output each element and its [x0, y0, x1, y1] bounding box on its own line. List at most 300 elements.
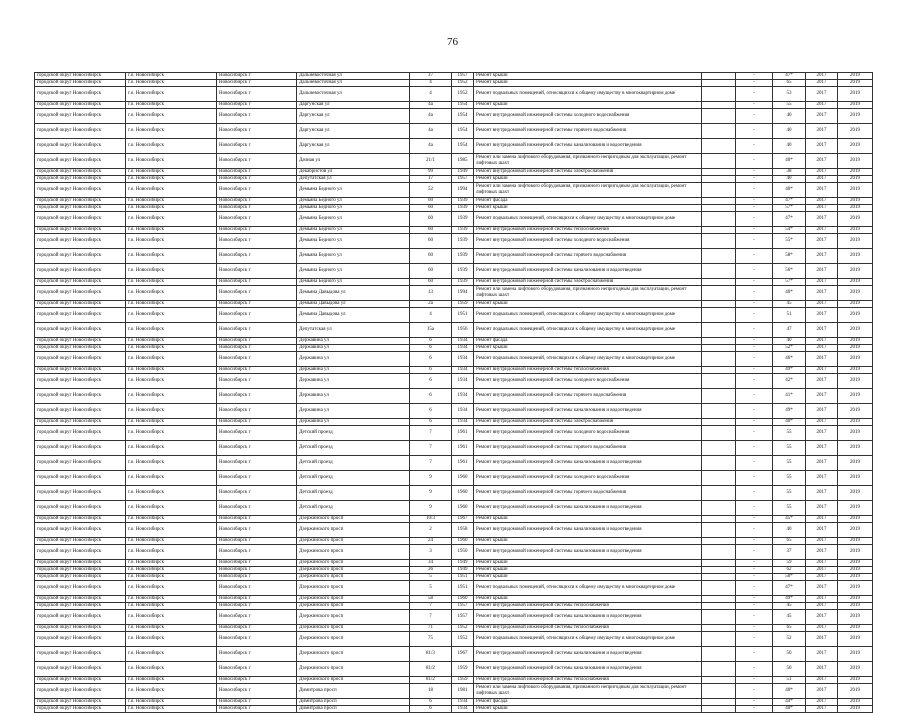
street-cell: Демьяна Бедного ул — [297, 183, 410, 198]
end-year-cell: 2019 — [838, 471, 873, 486]
table-row — [35, 345, 873, 352]
settlement-cell: г.о. Новосибирск — [126, 308, 217, 323]
settlement-cell: г.о. Новосибирск — [126, 102, 217, 109]
start-year-cell: 2017 — [806, 279, 838, 286]
table-row — [35, 574, 873, 581]
cost-cell: 46* — [773, 352, 806, 367]
street-cell: Дзержинского просп — [297, 610, 410, 625]
city-cell: Новосибирск г — [217, 109, 297, 124]
street-cell: Демьяна Бедного ул — [297, 227, 410, 234]
empty-cell — [702, 352, 736, 367]
settlement-cell: г.о. Новосибирск — [126, 73, 217, 80]
settlement-cell: г.о. Новосибирск — [126, 647, 217, 662]
empty-cell — [702, 684, 736, 699]
dash-cell: - — [736, 581, 773, 596]
empty-cell — [702, 603, 736, 610]
work-type-cell: Ремонт подвальных помещений, относящихся к общему имуществу в многоквартирном доме — [474, 632, 702, 647]
empty-cell — [702, 264, 736, 279]
municipality-cell: городской округ Новосибирск — [35, 684, 126, 699]
end-year-cell: 2019 — [838, 367, 873, 374]
house-number-cell: 7 — [410, 441, 452, 456]
year-cell: 1961 — [452, 426, 474, 441]
city-cell: Новосибирск г — [217, 212, 297, 227]
empty-cell — [702, 419, 736, 426]
work-type-cell: Ремонт внутридомовой инженерной системы теплоснабжения — [474, 367, 702, 374]
municipality-cell: городской округ Новосибирск — [35, 73, 126, 80]
dash-cell: - — [736, 662, 773, 677]
cost-cell: 55 — [773, 456, 806, 471]
cost-cell: 40 — [773, 176, 806, 183]
settlement-cell: г.о. Новосибирск — [126, 574, 217, 581]
empty-cell — [702, 87, 736, 102]
street-cell: Державина ул — [297, 338, 410, 345]
work-type-cell: Ремонт внутридомовой инженерной системы горячего водоснабжения — [474, 249, 702, 264]
street-cell: Демьяна Бедного ул — [297, 212, 410, 227]
settlement-cell: г.о. Новосибирск — [126, 286, 217, 301]
dash-cell: - — [736, 169, 773, 176]
table-row — [35, 389, 873, 404]
work-type-cell: Ремонт крыши — [474, 102, 702, 109]
cost-cell: 45* — [773, 516, 806, 523]
city-cell: Новосибирск г — [217, 227, 297, 234]
dash-cell: - — [736, 374, 773, 389]
empty-cell — [702, 249, 736, 264]
city-cell: Новосибирск г — [217, 560, 297, 567]
work-type-cell: Ремонт фасада — [474, 198, 702, 205]
work-type-cell: Ремонт внутридомовой инженерной системы канализования и водоотведения — [474, 139, 702, 154]
city-cell: Новосибирск г — [217, 441, 297, 456]
start-year-cell: 2017 — [806, 538, 838, 545]
municipality-cell: городской округ Новосибирск — [35, 286, 126, 301]
table-row — [35, 596, 873, 603]
year-cell: 1949 — [452, 567, 474, 574]
empty-cell — [702, 73, 736, 80]
settlement-cell: г.о. Новосибирск — [126, 323, 217, 338]
end-year-cell: 2019 — [838, 404, 873, 419]
year-cell: 1934 — [452, 345, 474, 352]
city-cell: Новосибирск г — [217, 419, 297, 426]
house-number-cell: 18 — [410, 684, 452, 699]
street-cell: Димитрова просп — [297, 699, 410, 706]
work-type-cell: Ремонт внутридомовой инженерной системы канализования и водоотведения — [474, 523, 702, 538]
work-type-cell: Ремонт крыши — [474, 538, 702, 545]
dash-cell: - — [736, 471, 773, 486]
street-cell: Дзержинского просп — [297, 625, 410, 632]
municipality-cell: городской округ Новосибирск — [35, 596, 126, 603]
table-row — [35, 625, 873, 632]
start-year-cell: 2017 — [806, 286, 838, 301]
empty-cell — [702, 286, 736, 301]
city-cell: Новосибирск г — [217, 73, 297, 80]
city-cell: Новосибирск г — [217, 677, 297, 684]
table-row — [35, 279, 873, 286]
start-year-cell: 2017 — [806, 338, 838, 345]
city-cell: Новосибирск г — [217, 456, 297, 471]
municipality-cell: городской округ Новосибирск — [35, 352, 126, 367]
work-type-cell: Ремонт внутридомовой инженерной системы канализования и водоотведения — [474, 610, 702, 625]
table-row — [35, 227, 873, 234]
settlement-cell: г.о. Новосибирск — [126, 169, 217, 176]
settlement-cell: г.о. Новосибирск — [126, 581, 217, 596]
street-cell: Детский проезд — [297, 441, 410, 456]
city-cell: Новосибирск г — [217, 374, 297, 389]
house-number-cell: 60 — [410, 279, 452, 286]
dash-cell: - — [736, 610, 773, 625]
municipality-cell: городской округ Новосибирск — [35, 301, 126, 308]
start-year-cell: 2017 — [806, 323, 838, 338]
city-cell: Новосибирск г — [217, 404, 297, 419]
cost-cell: 55 — [773, 471, 806, 486]
municipality-cell: городской округ Новосибирск — [35, 279, 126, 286]
table-row — [35, 441, 873, 456]
table-row — [35, 198, 873, 205]
end-year-cell: 2019 — [838, 625, 873, 632]
end-year-cell: 2019 — [838, 567, 873, 574]
house-number-cell: 13 — [410, 286, 452, 301]
dash-cell: - — [736, 234, 773, 249]
cost-cell: 62 — [773, 567, 806, 574]
municipality-cell: городской округ Новосибирск — [35, 227, 126, 234]
house-number-cell: 81/2 — [410, 662, 452, 677]
house-number-cell: 7 — [410, 456, 452, 471]
empty-cell — [702, 523, 736, 538]
settlement-cell: г.о. Новосибирск — [126, 426, 217, 441]
city-cell: Новосибирск г — [217, 264, 297, 279]
settlement-cell: г.о. Новосибирск — [126, 80, 217, 87]
end-year-cell: 2019 — [838, 632, 873, 647]
cost-cell: 40* — [773, 419, 806, 426]
table-row — [35, 139, 873, 154]
start-year-cell: 2017 — [806, 560, 838, 567]
work-type-cell: Ремонт фасада — [474, 338, 702, 345]
municipality-cell: городской округ Новосибирск — [35, 647, 126, 662]
municipality-cell: городской округ Новосибирск — [35, 338, 126, 345]
city-cell: Новосибирск г — [217, 426, 297, 441]
year-cell: 1957 — [452, 176, 474, 183]
cost-cell: 59 — [773, 560, 806, 567]
start-year-cell: 2017 — [806, 545, 838, 560]
dash-cell: - — [736, 198, 773, 205]
dash-cell: - — [736, 632, 773, 647]
year-cell: 1981 — [452, 684, 474, 699]
settlement-cell: г.о. Новосибирск — [126, 610, 217, 625]
empty-cell — [702, 345, 736, 352]
settlement-cell: г.о. Новосибирск — [126, 139, 217, 154]
dash-cell: - — [736, 486, 773, 501]
house-number-cell: 81/2 — [410, 677, 452, 684]
cost-cell: 40 — [773, 523, 806, 538]
start-year-cell: 2017 — [806, 426, 838, 441]
end-year-cell: 2019 — [838, 501, 873, 516]
street-cell: Державина ул — [297, 419, 410, 426]
year-cell: 1960 — [452, 538, 474, 545]
end-year-cell: 2019 — [838, 699, 873, 706]
table-row — [35, 647, 873, 662]
year-cell: 1958 — [452, 523, 474, 538]
street-cell: Дзержинского просп — [297, 603, 410, 610]
dash-cell: - — [736, 154, 773, 169]
dash-cell: - — [736, 345, 773, 352]
house-number-cell: 17 — [410, 176, 452, 183]
house-number-cell: 6 — [410, 352, 452, 367]
year-cell: 1957 — [452, 610, 474, 625]
work-type-cell: Ремонт крыши — [474, 205, 702, 212]
municipality-cell: городской округ Новосибирск — [35, 234, 126, 249]
empty-cell — [702, 545, 736, 560]
work-type-cell: Ремонт внутридомовой инженерной системы холодного водоснабжения — [474, 426, 702, 441]
year-cell: 1960 — [452, 471, 474, 486]
city-cell: Новосибирск г — [217, 80, 297, 87]
work-type-cell: Ремонт или замена лифтового оборудования, признанного непригодным для эксплуатации, ремонт лифтовых шахт — [474, 286, 702, 301]
city-cell: Новосибирск г — [217, 603, 297, 610]
settlement-cell: г.о. Новосибирск — [126, 212, 217, 227]
municipality-cell: городской округ Новосибирск — [35, 456, 126, 471]
year-cell: 1952 — [452, 87, 474, 102]
municipality-cell: городской округ Новосибирск — [35, 471, 126, 486]
work-type-cell: Ремонт фасада — [474, 699, 702, 706]
year-cell: 1934 — [452, 404, 474, 419]
city-cell: Новосибирск г — [217, 501, 297, 516]
municipality-cell: городской округ Новосибирск — [35, 538, 126, 545]
start-year-cell: 2017 — [806, 205, 838, 212]
end-year-cell: 2019 — [838, 154, 873, 169]
year-cell: 1950 — [452, 545, 474, 560]
work-type-cell: Ремонт внутридомовой инженерной системы канализования и водоотведения — [474, 501, 702, 516]
house-number-cell: 15а — [410, 323, 452, 338]
table-row — [35, 545, 873, 560]
settlement-cell: г.о. Новосибирск — [126, 227, 217, 234]
street-cell: Дзержинского просп — [297, 574, 410, 581]
municipality-cell: городской округ Новосибирск — [35, 603, 126, 610]
empty-cell — [702, 227, 736, 234]
settlement-cell: г.о. Новосибирск — [126, 567, 217, 574]
city-cell: Новосибирск г — [217, 389, 297, 404]
house-number-cell: 71 — [410, 625, 452, 632]
municipality-cell: городской округ Новосибирск — [35, 567, 126, 574]
table-row — [35, 523, 873, 538]
table-row — [35, 176, 873, 183]
year-cell: 1967 — [452, 647, 474, 662]
empty-cell — [702, 610, 736, 625]
street-cell: Димитрова просп — [297, 684, 410, 699]
year-cell: 1934 — [452, 352, 474, 367]
street-cell: Демьяна Давыдова ул — [297, 301, 410, 308]
year-cell: 1949 — [452, 169, 474, 176]
house-number-cell: 4 — [410, 308, 452, 323]
empty-cell — [702, 323, 736, 338]
dash-cell: - — [736, 124, 773, 139]
end-year-cell: 2019 — [838, 706, 873, 713]
city-cell: Новосибирск г — [217, 684, 297, 699]
house-number-cell: 99 — [410, 169, 452, 176]
house-number-cell: 7 — [410, 610, 452, 625]
table-row — [35, 632, 873, 647]
settlement-cell: г.о. Новосибирск — [126, 264, 217, 279]
cost-cell: 40 — [773, 124, 806, 139]
end-year-cell: 2019 — [838, 389, 873, 404]
cost-cell: 65 — [773, 80, 806, 87]
start-year-cell: 2017 — [806, 419, 838, 426]
street-cell: Демьяна Бедного ул — [297, 198, 410, 205]
work-type-cell: Ремонт или замена лифтового оборудования, признанного непригодным для эксплуатации, ремонт лифтовых шахт — [474, 684, 702, 699]
house-number-cell: 34 — [410, 560, 452, 567]
city-cell: Новосибирск г — [217, 323, 297, 338]
street-cell: Дзержинского просп — [297, 662, 410, 677]
settlement-cell: г.о. Новосибирск — [126, 249, 217, 264]
table-row — [35, 538, 873, 545]
house-number-cell: 21/1 — [410, 154, 452, 169]
municipality-cell: городской округ Новосибирск — [35, 581, 126, 596]
empty-cell — [702, 699, 736, 706]
city-cell: Новосибирск г — [217, 567, 297, 574]
empty-cell — [702, 212, 736, 227]
city-cell: Новосибирск г — [217, 308, 297, 323]
cost-cell: 40* — [773, 684, 806, 699]
city-cell: Новосибирск г — [217, 139, 297, 154]
start-year-cell: 2017 — [806, 574, 838, 581]
city-cell: Новосибирск г — [217, 124, 297, 139]
empty-cell — [702, 374, 736, 389]
year-cell: 1952 — [452, 632, 474, 647]
empty-cell — [702, 367, 736, 374]
start-year-cell: 2017 — [806, 441, 838, 456]
settlement-cell: г.о. Новосибирск — [126, 684, 217, 699]
municipality-cell: городской округ Новосибирск — [35, 176, 126, 183]
city-cell: Новосибирск г — [217, 367, 297, 374]
year-cell: 1985 — [452, 154, 474, 169]
end-year-cell: 2019 — [838, 139, 873, 154]
work-type-cell: Ремонт крыши — [474, 574, 702, 581]
table-row — [35, 234, 873, 249]
start-year-cell: 2017 — [806, 169, 838, 176]
street-cell: Депутатская ул — [297, 323, 410, 338]
empty-cell — [702, 538, 736, 545]
empty-cell — [702, 80, 736, 87]
house-number-cell: 9 — [410, 486, 452, 501]
capital-repair-table — [34, 72, 873, 713]
year-cell: 1934 — [452, 338, 474, 345]
end-year-cell: 2019 — [838, 545, 873, 560]
end-year-cell: 2019 — [838, 647, 873, 662]
street-cell: Дзержинского просп — [297, 647, 410, 662]
settlement-cell: г.о. Новосибирск — [126, 516, 217, 523]
end-year-cell: 2019 — [838, 212, 873, 227]
municipality-cell: городской округ Новосибирск — [35, 109, 126, 124]
end-year-cell: 2019 — [838, 264, 873, 279]
settlement-cell: г.о. Новосибирск — [126, 198, 217, 205]
year-cell: 1994 — [452, 286, 474, 301]
empty-cell — [702, 279, 736, 286]
municipality-cell: городской округ Новосибирск — [35, 367, 126, 374]
cost-cell: 37 — [773, 545, 806, 560]
municipality-cell: городской округ Новосибирск — [35, 249, 126, 264]
settlement-cell: г.о. Новосибирск — [126, 404, 217, 419]
house-number-cell: 6 — [410, 699, 452, 706]
dash-cell: - — [736, 212, 773, 227]
end-year-cell: 2019 — [838, 308, 873, 323]
house-number-cell: 37 — [410, 73, 452, 80]
empty-cell — [702, 516, 736, 523]
street-cell: Дзержинского просп — [297, 677, 410, 684]
end-year-cell: 2019 — [838, 574, 873, 581]
house-number-cell: 75 — [410, 632, 452, 647]
start-year-cell: 2017 — [806, 596, 838, 603]
municipality-cell: городской округ Новосибирск — [35, 80, 126, 87]
year-cell: 1954 — [452, 109, 474, 124]
empty-cell — [702, 404, 736, 419]
end-year-cell: 2019 — [838, 516, 873, 523]
house-number-cell: 60 — [410, 249, 452, 264]
year-cell: 1939 — [452, 264, 474, 279]
year-cell: 1994 — [452, 183, 474, 198]
dash-cell: - — [736, 516, 773, 523]
street-cell: Даргунская ул — [297, 109, 410, 124]
end-year-cell: 2019 — [838, 662, 873, 677]
dash-cell: - — [736, 73, 773, 80]
street-cell: Дзержинского просп — [297, 567, 410, 574]
city-cell: Новосибирск г — [217, 706, 297, 713]
work-type-cell: Ремонт крыши — [474, 560, 702, 567]
end-year-cell: 2019 — [838, 426, 873, 441]
work-type-cell: Ремонт внутридомовой инженерной системы канализования и водоотведения — [474, 545, 702, 560]
house-number-cell: 5 — [410, 574, 452, 581]
empty-cell — [702, 581, 736, 596]
year-cell: 1934 — [452, 389, 474, 404]
city-cell: Новосибирск г — [217, 486, 297, 501]
empty-cell — [702, 124, 736, 139]
street-cell: Державина ул — [297, 374, 410, 389]
house-number-cell: 6 — [410, 404, 452, 419]
settlement-cell: г.о. Новосибирск — [126, 109, 217, 124]
street-cell: Дзержинского просп — [297, 523, 410, 538]
work-type-cell: Ремонт подвальных помещений, относящихся к общему имуществу в многоквартирном доме — [474, 87, 702, 102]
year-cell: 1939 — [452, 227, 474, 234]
empty-cell — [702, 647, 736, 662]
settlement-cell: г.о. Новосибирск — [126, 471, 217, 486]
empty-cell — [702, 574, 736, 581]
street-cell: Дзержинского просп — [297, 538, 410, 545]
end-year-cell: 2019 — [838, 323, 873, 338]
cost-cell: 58* — [773, 249, 806, 264]
dash-cell: - — [736, 227, 773, 234]
start-year-cell: 2017 — [806, 706, 838, 713]
dash-cell: - — [736, 102, 773, 109]
city-cell: Новосибирск г — [217, 625, 297, 632]
city-cell: Новосибирск г — [217, 647, 297, 662]
house-number-cell: 36 — [410, 567, 452, 574]
dash-cell: - — [736, 352, 773, 367]
house-number-cell: 4а — [410, 102, 452, 109]
cost-cell: 49* — [773, 404, 806, 419]
end-year-cell: 2019 — [838, 523, 873, 538]
work-type-cell: Ремонт крыши — [474, 176, 702, 183]
house-number-cell: 60 — [410, 205, 452, 212]
street-cell: Демьяна Бедного ул — [297, 205, 410, 212]
year-cell: 1939 — [452, 212, 474, 227]
table-row — [35, 73, 873, 80]
start-year-cell: 2017 — [806, 501, 838, 516]
municipality-cell: городской округ Новосибирск — [35, 102, 126, 109]
city-cell: Новосибирск г — [217, 662, 297, 677]
empty-cell — [702, 102, 736, 109]
year-cell: 1957 — [452, 603, 474, 610]
municipality-cell: городской округ Новосибирск — [35, 323, 126, 338]
start-year-cell: 2017 — [806, 456, 838, 471]
municipality-cell: городской округ Новосибирск — [35, 610, 126, 625]
city-cell: Новосибирск г — [217, 87, 297, 102]
street-cell: Димитрова просп — [297, 706, 410, 713]
dash-cell: - — [736, 279, 773, 286]
